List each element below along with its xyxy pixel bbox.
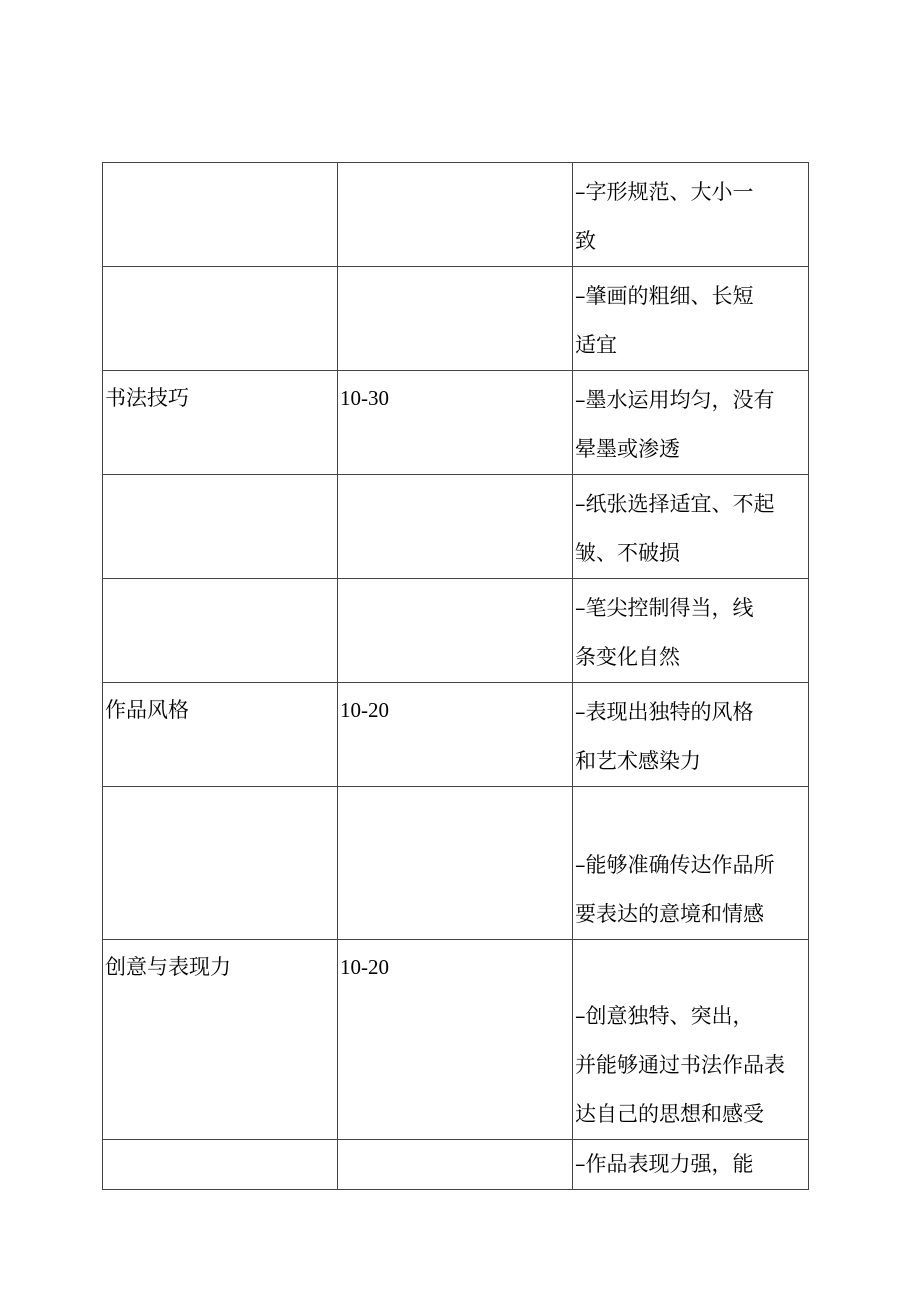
- description-text: –能够准确传达作品所 要表达的意境和情感: [575, 853, 775, 926]
- description-cell: [573, 579, 809, 683]
- description-text: –创意独特、突出， 并能够通过书法作品表 达自己的思想和感受: [575, 1004, 785, 1126]
- table-row: [103, 163, 809, 267]
- table-row: [103, 267, 809, 371]
- criterion-text: 作品风格: [105, 698, 189, 722]
- score-text: [338, 163, 572, 166]
- scoring-rubric-table: [102, 162, 809, 1190]
- criterion-text: [103, 475, 337, 478]
- score-text: [338, 579, 572, 582]
- criterion-cell: [103, 940, 338, 1140]
- description-cell: [573, 475, 809, 579]
- criterion-text: [103, 787, 337, 790]
- score-text: [338, 475, 572, 478]
- criterion-cell: [103, 371, 338, 475]
- description-cell: [573, 267, 809, 371]
- criterion-cell: [103, 683, 338, 787]
- criterion-text: [103, 163, 337, 166]
- table-row: [103, 683, 809, 787]
- description-cell: [573, 1140, 809, 1190]
- table-row: [103, 371, 809, 475]
- description-cell: [573, 683, 809, 787]
- criterion-cell: [103, 475, 338, 579]
- description-text: –纸张选择适宜、不起 皱、不破损: [575, 492, 775, 565]
- description-text: –表现出独特的风格 和艺术感染力: [575, 700, 754, 773]
- score-text: 10-30: [340, 386, 389, 410]
- description-cell: [573, 940, 809, 1140]
- description-cell: [573, 371, 809, 475]
- description-text: –笔尖控制得当，线 条变化自然: [575, 596, 754, 669]
- description-text: –作品表现力强，能: [575, 1152, 754, 1176]
- score-text: 10-20: [340, 698, 389, 722]
- table-row: [103, 475, 809, 579]
- description-text: –肇画的粗细、长短 适宜: [575, 284, 754, 357]
- score-text: 10-20: [340, 955, 389, 979]
- criterion-cell: [103, 267, 338, 371]
- table-row: [103, 579, 809, 683]
- score-cell: [338, 579, 573, 683]
- table-row: [103, 1140, 809, 1190]
- description-cell: [573, 163, 809, 267]
- score-cell: [338, 475, 573, 579]
- criterion-text: [103, 579, 337, 582]
- score-text: [338, 787, 572, 790]
- score-cell: [338, 267, 573, 371]
- criterion-cell: [103, 787, 338, 940]
- description-text: –字形规范、大小一 致: [575, 180, 754, 253]
- description-cell: [573, 787, 809, 940]
- description-text: –墨水运用均匀，没有 晕墨或渗透: [575, 388, 775, 461]
- criterion-cell: [103, 163, 338, 267]
- criterion-text: 书法技巧: [105, 386, 189, 410]
- score-cell: [338, 940, 573, 1140]
- criterion-text: 创意与表现力: [105, 955, 231, 979]
- score-text: [338, 267, 572, 270]
- table-row: [103, 787, 809, 940]
- score-cell: [338, 787, 573, 940]
- score-cell: [338, 371, 573, 475]
- table-row: [103, 940, 809, 1140]
- criterion-cell: [103, 579, 338, 683]
- criterion-text: [103, 267, 337, 270]
- criterion-cell: [103, 1140, 338, 1190]
- score-cell: [338, 1140, 573, 1190]
- score-cell: [338, 163, 573, 267]
- score-cell: [338, 683, 573, 787]
